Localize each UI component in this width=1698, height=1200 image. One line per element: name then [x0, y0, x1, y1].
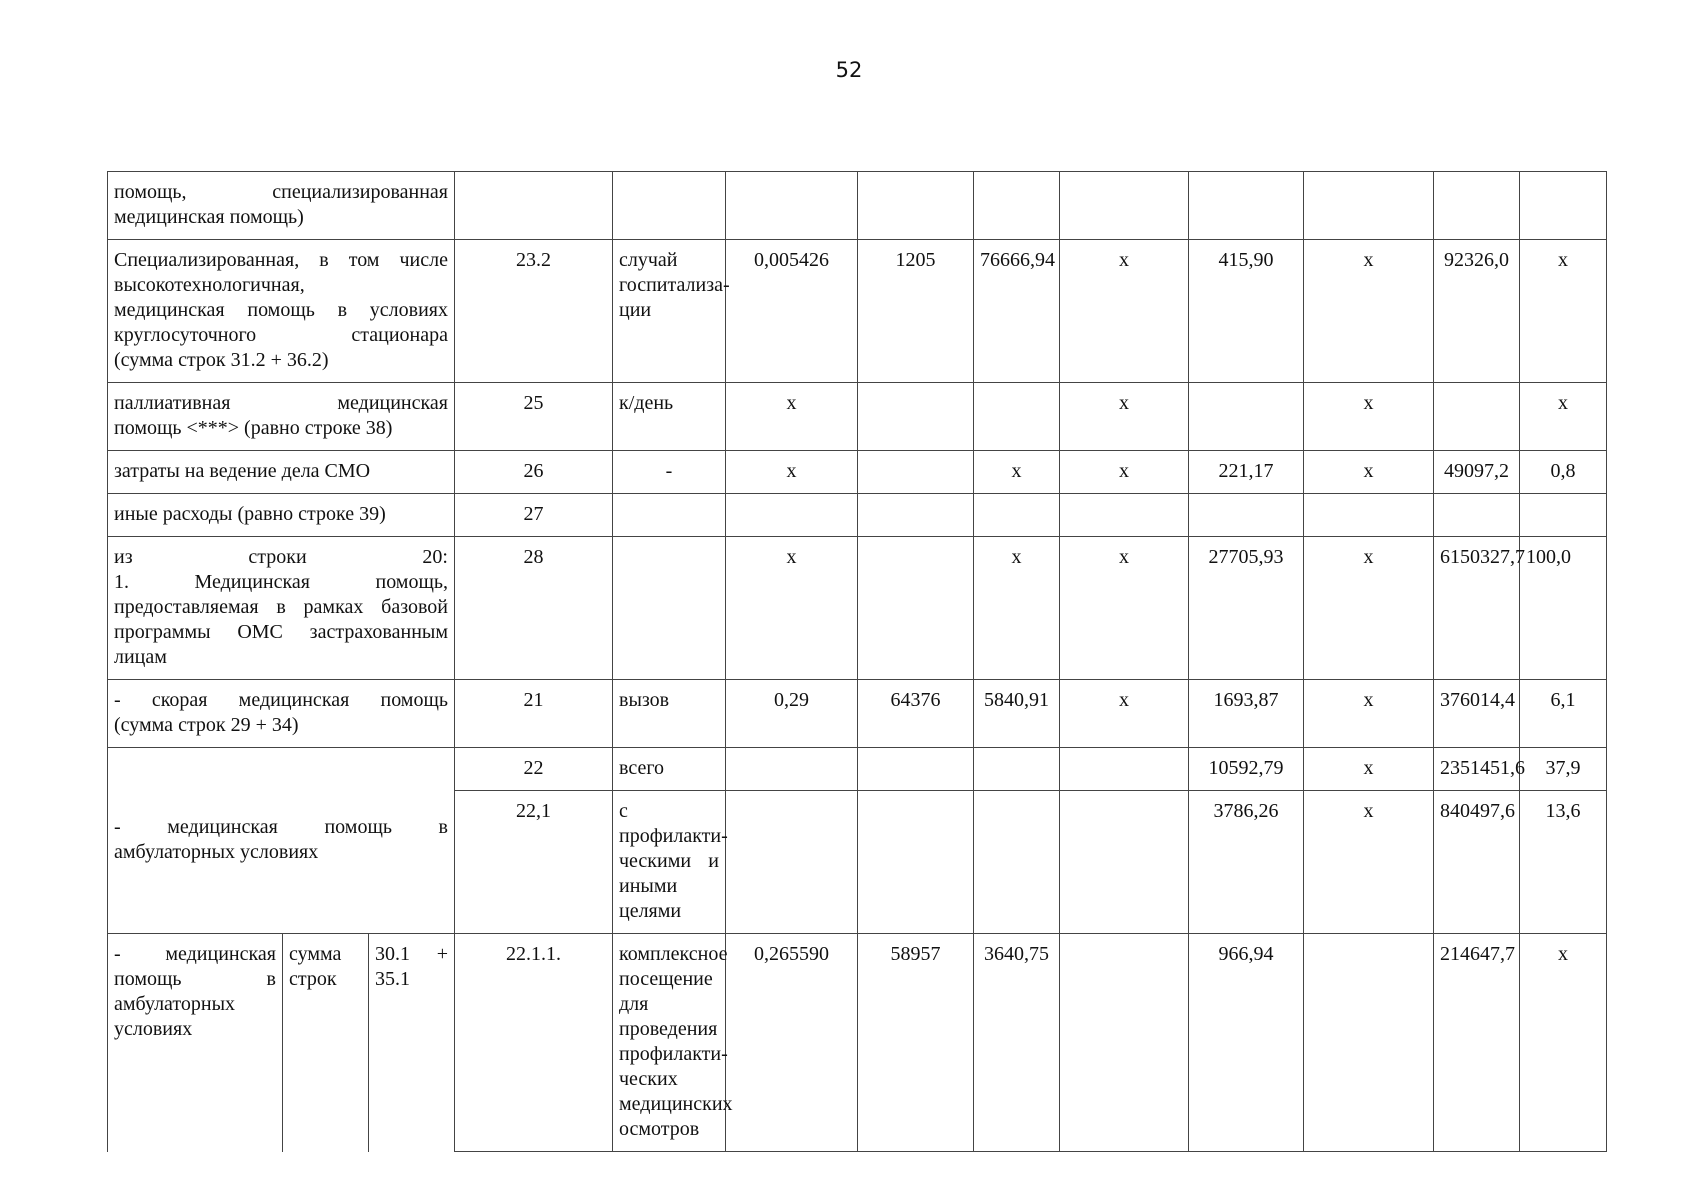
text-line: (сумма строк 29 + 34) [114, 714, 299, 736]
text-line: всего [619, 757, 665, 779]
oms-total-cell: 49097,2 [1434, 451, 1520, 494]
unit-cell [613, 240, 730, 383]
oms-total-cell [1434, 172, 1520, 240]
volume-cell [858, 494, 974, 537]
percent-cell [1520, 494, 1607, 537]
norm-volume-cell [726, 172, 858, 240]
text-line: 30.1 + [375, 943, 448, 965]
table-row [108, 537, 1607, 680]
volume-cell [858, 748, 974, 791]
cost-norm-cell [974, 383, 1060, 451]
row-description [108, 240, 455, 383]
table-row [108, 172, 1607, 240]
oms-total-cell: 214647,7 [1434, 934, 1520, 1152]
budget-total-cell: х [1304, 537, 1434, 680]
budget-per-capita-cell: х [1060, 240, 1189, 383]
text-line: 35.1 [375, 968, 410, 990]
row-number: 22 [455, 748, 613, 791]
text-line: ческими и [619, 850, 719, 872]
volume-cell: 1205 [858, 240, 974, 383]
oms-total-cell: 92326,0 [1434, 240, 1520, 383]
oms-per-capita-cell: 415,90 [1189, 240, 1304, 383]
text-line: госпитализа- [619, 274, 730, 296]
unit-cell [613, 748, 726, 791]
row-description [108, 680, 455, 748]
text-line: иные расходы (равно строке 39) [114, 503, 386, 525]
sum-rows-cell [369, 934, 455, 1152]
row-number: 21 [455, 680, 613, 748]
budget-per-capita-cell: х [1060, 537, 1189, 680]
text-line: помощь <***> (равно строке 38) [114, 417, 393, 439]
text-line: посещение для [619, 968, 713, 1015]
budget-total-cell [1304, 934, 1434, 1152]
budget-per-capita-cell: х [1060, 680, 1189, 748]
row-number: 28 [455, 537, 613, 680]
norm-volume-cell: 0,005426 [726, 240, 858, 383]
budget-total-cell: х [1304, 680, 1434, 748]
norm-volume-cell: 0,265590 [726, 934, 858, 1152]
budget-per-capita-cell [1060, 934, 1189, 1152]
text-line: медицинских [619, 1093, 733, 1115]
budget-per-capita-cell: х [1060, 383, 1189, 451]
text-line: сумма [289, 943, 342, 965]
table-row [108, 494, 1607, 537]
budget-total-cell: х [1304, 451, 1434, 494]
oms-total-cell: 2351451,6 [1434, 748, 1520, 791]
volume-cell: 58957 [858, 934, 974, 1152]
cost-norm-cell: х [974, 537, 1060, 680]
table-row [108, 451, 1607, 494]
oms-per-capita-cell: 221,17 [1189, 451, 1304, 494]
budget-total-cell: х [1304, 383, 1434, 451]
percent-cell: 37,9 [1520, 748, 1607, 791]
oms-total-cell: 6150327,7 [1434, 537, 1520, 680]
text-line: помощь, специализированная [114, 181, 448, 203]
row-description [108, 748, 455, 934]
text-line: (сумма строк 31.2 + 36.2) [114, 349, 329, 371]
row-number: 22,1 [455, 791, 613, 934]
text-line: амбулаторных [114, 993, 236, 1015]
percent-cell: 0,8 [1520, 451, 1607, 494]
cost-norm-cell [974, 748, 1060, 791]
cost-norm-cell [974, 172, 1060, 240]
text-line: ческих [619, 1068, 678, 1090]
percent-cell: 6,1 [1520, 680, 1607, 748]
text-line: из строки 20: [114, 546, 448, 568]
oms-total-cell [1434, 494, 1520, 537]
row-number: 22.1.1. [455, 934, 613, 1152]
budget-total-cell: х [1304, 240, 1434, 383]
row-number: 26 [455, 451, 613, 494]
table-row [108, 240, 1607, 383]
text-line: иными целями [619, 875, 682, 922]
percent-cell [1520, 172, 1607, 240]
volume-cell [858, 791, 974, 934]
oms-per-capita-cell: 1693,87 [1189, 680, 1304, 748]
oms-per-capita-cell: 27705,93 [1189, 537, 1304, 680]
cost-norm-cell: 5840,91 [974, 680, 1060, 748]
text-line: лицам [114, 646, 167, 668]
budget-total-cell: х [1304, 748, 1434, 791]
percent-cell: х [1520, 240, 1607, 383]
text-line: осмотров [619, 1118, 700, 1140]
unit-cell [613, 791, 726, 934]
volume-cell [858, 172, 974, 240]
unit-cell [613, 537, 726, 680]
unit-cell [613, 494, 726, 537]
norm-volume-cell: х [726, 537, 858, 680]
oms-total-cell: 840497,6 [1434, 791, 1520, 934]
norm-volume-cell: х [726, 451, 858, 494]
text-line: с профилакти- [619, 800, 728, 847]
cost-norm-cell [974, 494, 1060, 537]
oms-per-capita-cell [1189, 383, 1304, 451]
text-line: - медицинская [114, 943, 276, 965]
oms-per-capita-cell [1189, 494, 1304, 537]
text-line: высокотехнологичная, [114, 274, 305, 296]
row-description [108, 494, 455, 537]
text-line: - скорая медицинская помощь [114, 689, 448, 711]
row-number: 25 [455, 383, 613, 451]
page-number: 52 [835, 58, 863, 82]
budget-per-capita-cell [1060, 494, 1189, 537]
oms-per-capita-cell [1189, 172, 1304, 240]
unit-cell: вызов [613, 680, 726, 748]
text-line: паллиативная медицинская [114, 392, 448, 414]
budget-per-capita-cell: х [1060, 451, 1189, 494]
text-line: медицинская помощь в условиях [114, 299, 448, 321]
table-row [108, 680, 1607, 748]
text-line: проведения [619, 1018, 718, 1040]
unit-cell: к/день [613, 383, 726, 451]
row-description [108, 383, 455, 451]
table-row [108, 383, 1607, 451]
cost-norm-cell: 3640,75 [974, 934, 1060, 1152]
text-line: строк [289, 968, 337, 990]
text-line: помощь в [114, 968, 276, 990]
document-table [107, 171, 1607, 1152]
text-line: программы ОМС застрахованным [114, 621, 448, 643]
row-number [455, 172, 613, 240]
volume-cell [858, 537, 974, 680]
oms-total-cell: 376014,4 [1434, 680, 1520, 748]
volume-cell: 64376 [858, 680, 974, 748]
budget-total-cell [1304, 172, 1434, 240]
percent-cell: 100,0 [1520, 537, 1607, 680]
text-line: условиях [114, 1018, 193, 1040]
percent-cell: х [1520, 383, 1607, 451]
row-description [108, 934, 283, 1152]
text-line: Специализированная, в том числе [114, 249, 448, 271]
text-line: амбулаторных условиях [114, 841, 319, 863]
budget-per-capita-cell [1060, 791, 1189, 934]
oms-per-capita-cell: 3786,26 [1189, 791, 1304, 934]
cost-norm-cell: 76666,94 [974, 240, 1060, 383]
text-line: - медицинская помощь в [114, 816, 448, 838]
unit-cell: - [613, 451, 726, 494]
percent-cell: 13,6 [1520, 791, 1607, 934]
text-line: 1. Медицинская помощь, [114, 571, 448, 593]
norm-volume-cell: 0,29 [726, 680, 858, 748]
unit-cell [613, 172, 726, 240]
text-line: ции [619, 299, 652, 321]
oms-per-capita-cell: 966,94 [1189, 934, 1304, 1152]
row-description [108, 172, 455, 240]
cost-norm-cell: х [974, 451, 1060, 494]
unit-cell [613, 934, 733, 1152]
text-line: случай [619, 249, 678, 271]
cost-norm-cell [974, 791, 1060, 934]
oms-per-capita-cell: 10592,79 [1189, 748, 1304, 791]
budget-total-cell [1304, 494, 1434, 537]
text-line: комплексное [619, 943, 728, 965]
volume-cell [858, 383, 974, 451]
row-description [108, 537, 455, 680]
volume-cell [858, 451, 974, 494]
norm-volume-cell [726, 748, 858, 791]
sum-label-cell [283, 934, 369, 1152]
text-line: круглосуточного стационара [114, 324, 448, 346]
row-description [108, 451, 455, 494]
row-number: 27 [455, 494, 613, 537]
table-row [108, 934, 1607, 1152]
text-line: профилакти- [619, 1043, 728, 1065]
budget-per-capita-cell [1060, 748, 1189, 791]
budget-total-cell: х [1304, 791, 1434, 934]
text-line: медицинская помощь) [114, 206, 304, 228]
oms-total-cell [1434, 383, 1520, 451]
text-line: затраты на ведение дела СМО [114, 460, 371, 482]
row-number: 23.2 [455, 240, 613, 383]
norm-volume-cell [726, 791, 858, 934]
norm-volume-cell: х [726, 383, 858, 451]
percent-cell: х [1520, 934, 1607, 1152]
text-line: предоставляемая в рамках базовой [114, 596, 448, 618]
table-row [108, 748, 1607, 791]
norm-volume-cell [726, 494, 858, 537]
budget-per-capita-cell [1060, 172, 1189, 240]
